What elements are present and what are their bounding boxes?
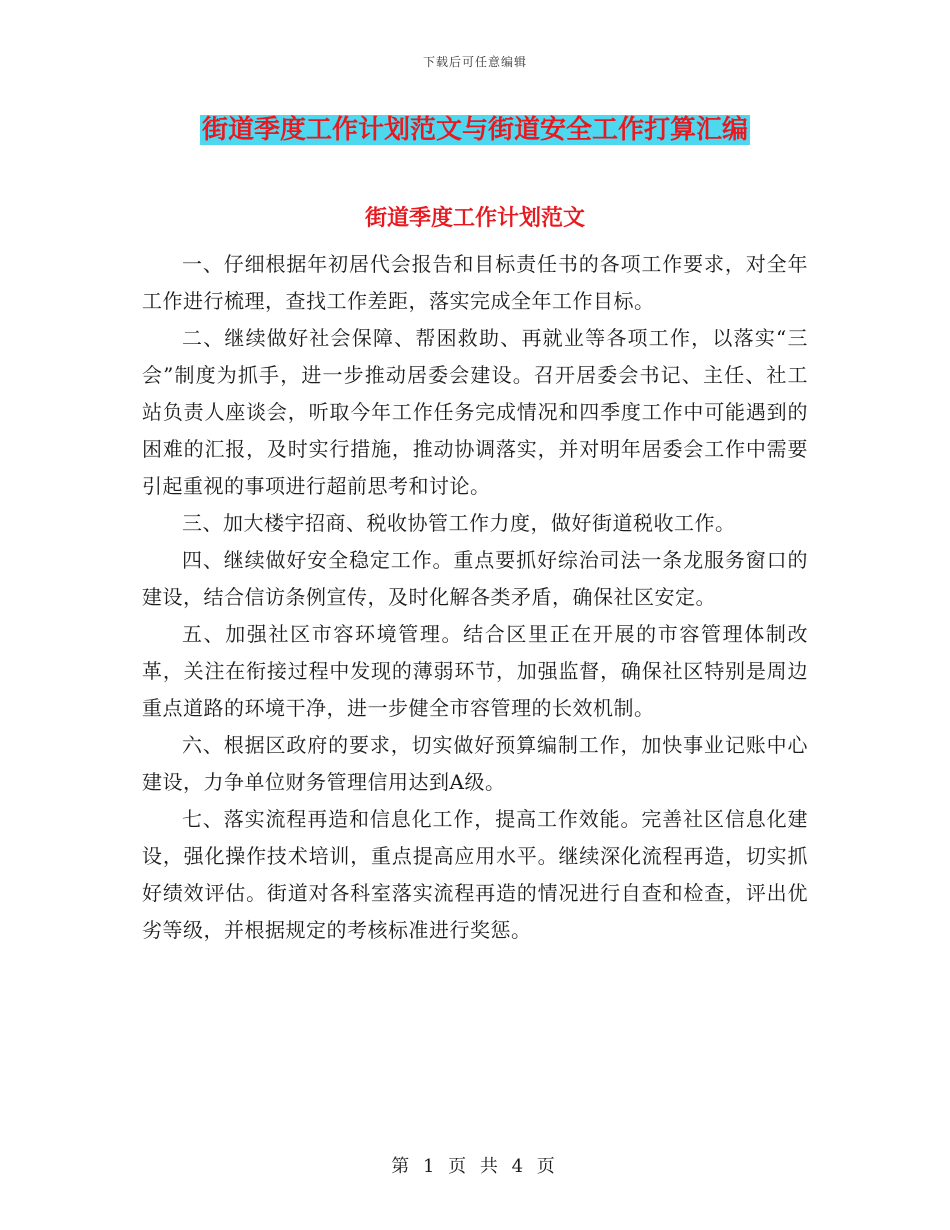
- paragraph-3: 三、加大楼宇招商、税收协管工作力度，做好街道税收工作。: [182, 511, 736, 535]
- document-title-text: 街道季度工作计划范文与街道安全工作打算汇编: [201, 115, 748, 145]
- paragraph-1: 一、仔细根据年初居代会报告和目标责任书的各项工作要求，对全年工作进行梳理，查找工作差距，落实完成全年工作目标。: [142, 252, 808, 313]
- section-title: 街道季度工作计划范文: [364, 205, 585, 231]
- paragraph-6: 六、根据区政府的要求，切实做好预算编制工作，加快事业记账中心建设，力争单位财务管理信用达到A级。: [142, 733, 808, 794]
- paragraph-5: 五、加强社区市容环境管理。结合区里正在开展的市容管理体制改革，关注在衔接过程中发现的薄弱环节，加强监督，确保社区特别是周边重点道路的环境干净，进一步健全市容管理的长效机制。: [142, 622, 808, 720]
- page-number: 第 1 页 共 4 页: [391, 1156, 559, 1177]
- document-title: [0, 110, 950, 150]
- paragraph-4: 四、继续做好安全稳定工作。重点要抓好综治司法一条龙服务窗口的建设，结合信访条例宣传，及时化解各类矛盾，确保社区安定。: [142, 548, 808, 609]
- document-body: [142, 246, 808, 949]
- paragraph-2: 二、继续做好社会保障、帮困救助、再就业等各项工作，以落实“三会”制度为抓手，进一步推动居委会建设。召开居委会书记、主任、社工站负责人座谈会，听取今年工作任务完成情况和四季度工作中可能遇到的困难的汇报，及时实行措施，推动协调落实，并对明年居委会工作中需要引起重视的事项进行超前思考和讨论。: [142, 326, 808, 498]
- header-note: 下载后可任意编辑: [422, 55, 527, 69]
- paragraph-7: 七、落实流程再造和信息化工作，提高工作效能。完善社区信息化建设，强化操作技术培训，重点提高应用水平。继续深化流程再造，切实抓好绩效评估。街道对各科室落实流程再造的情况进行自查和检查，评出优劣等级，并根据规定的考核标准进行奖惩。: [142, 807, 808, 942]
